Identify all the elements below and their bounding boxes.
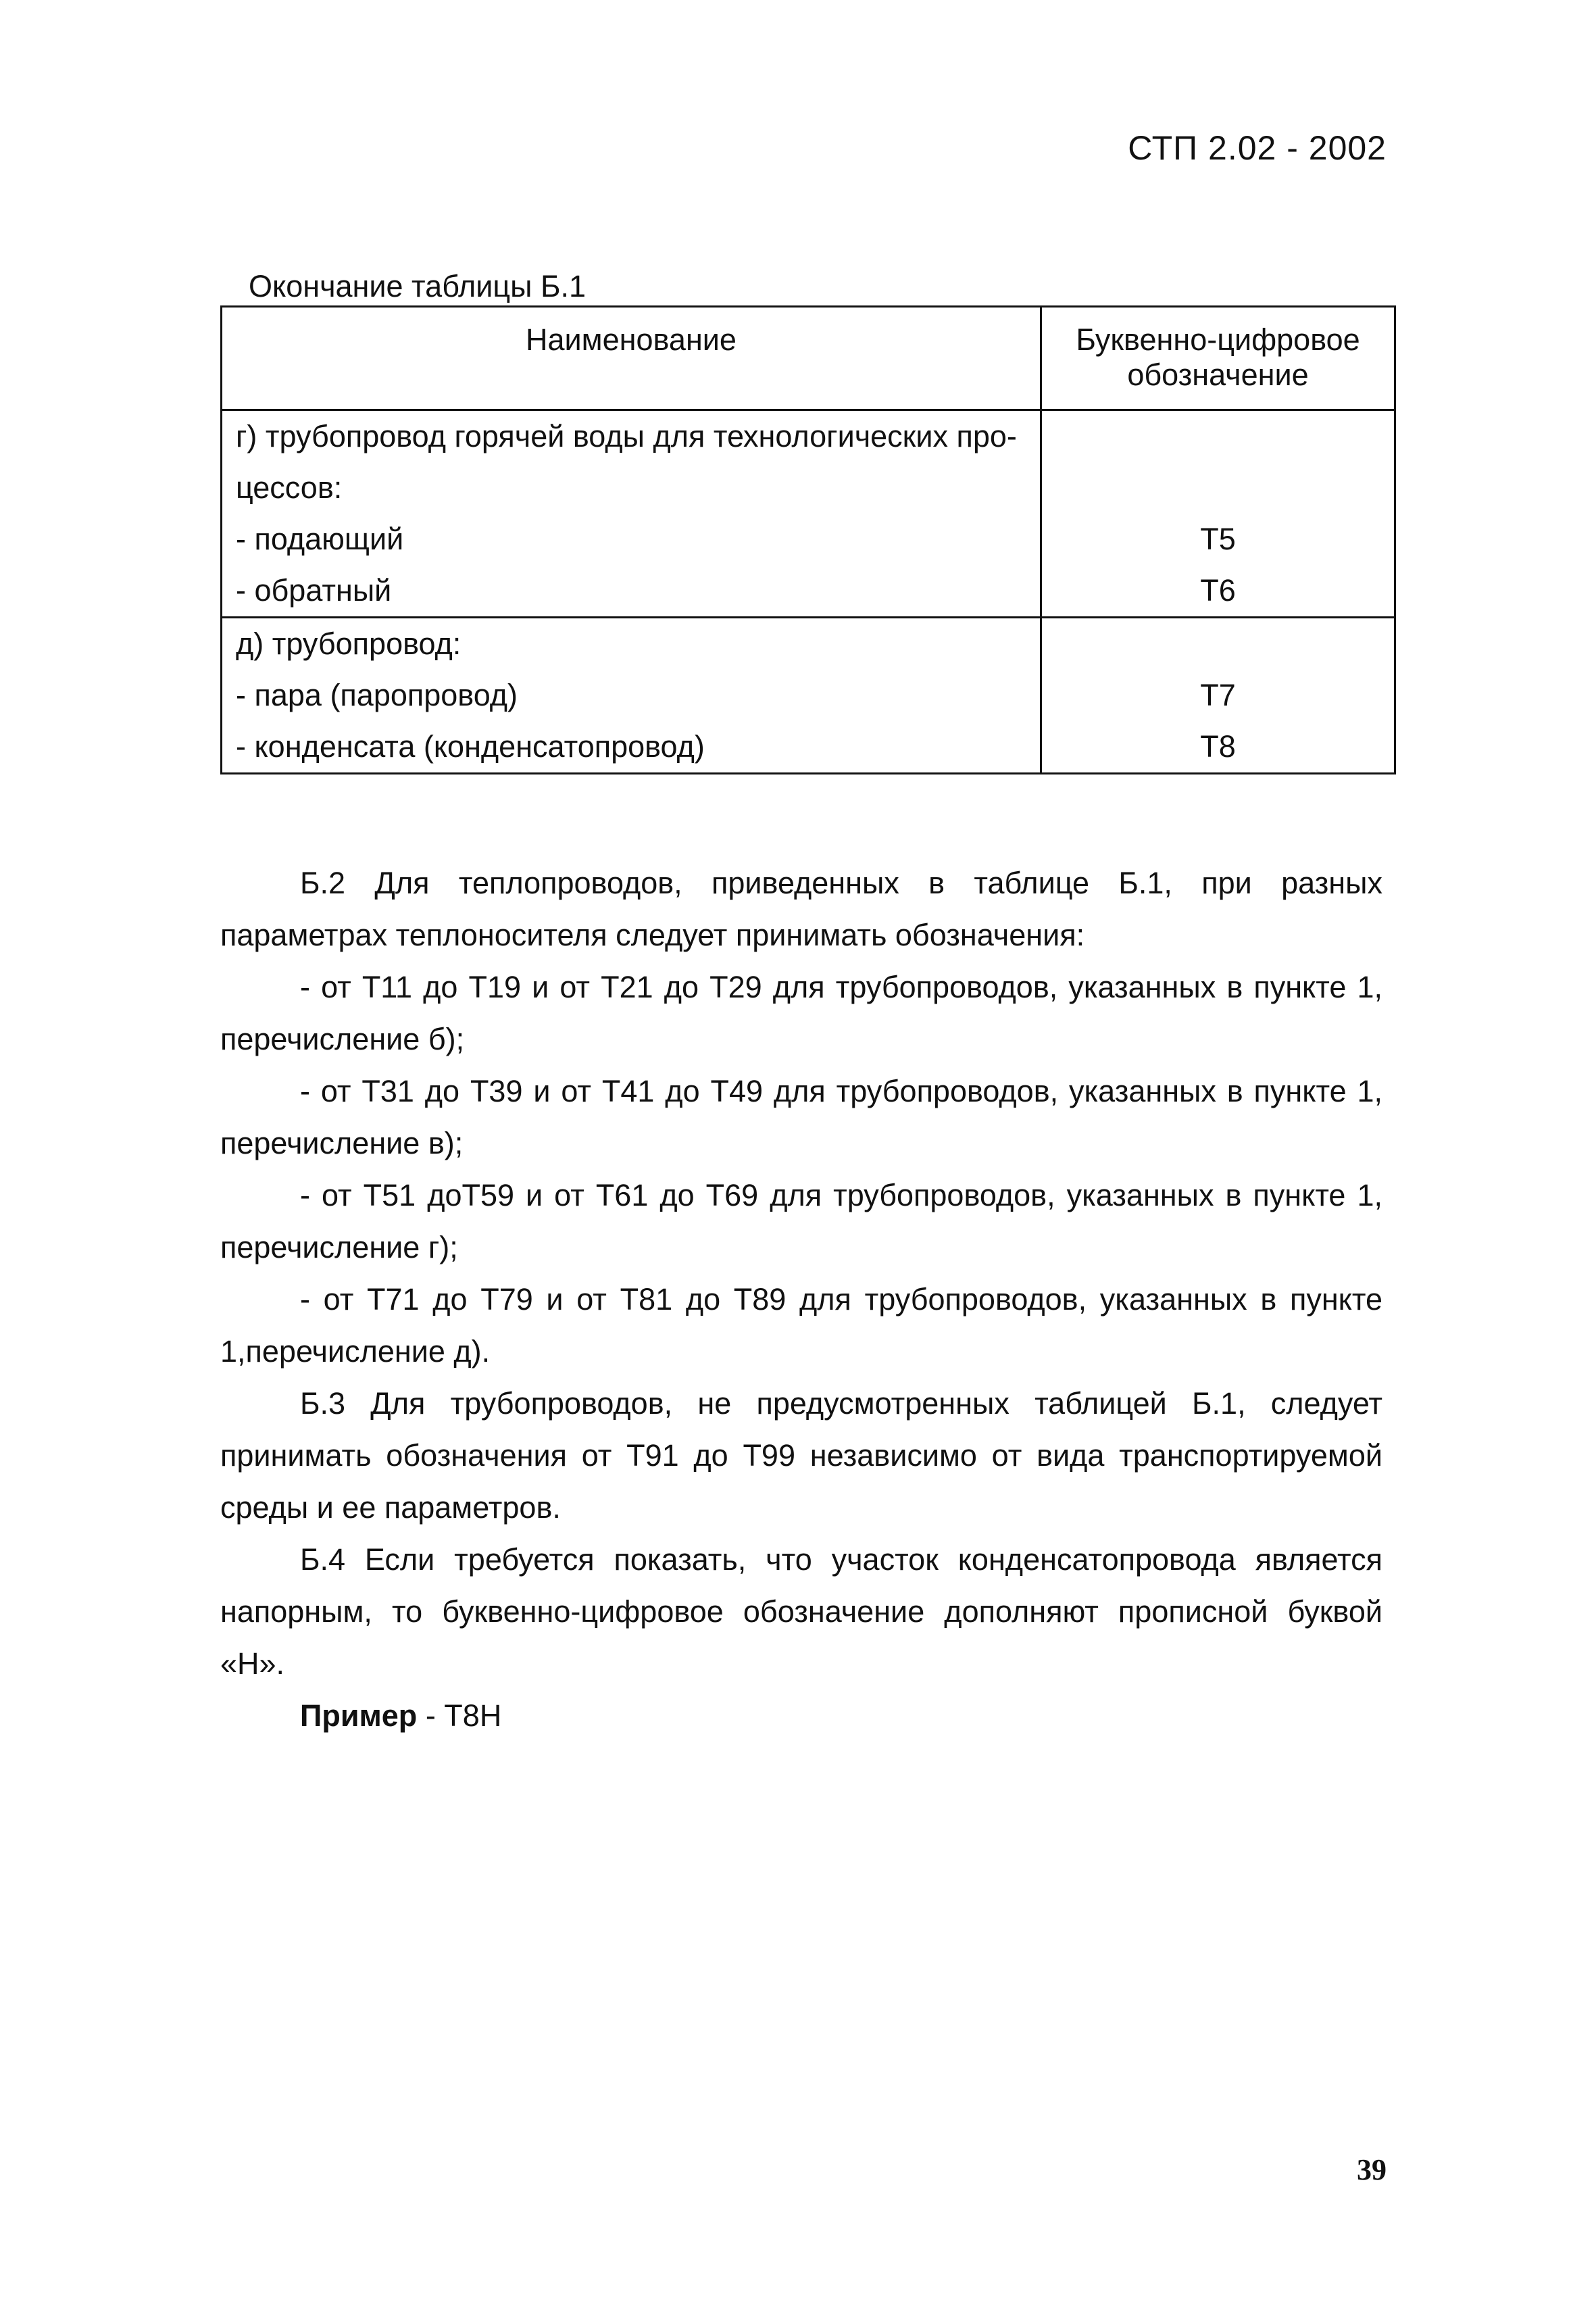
page-number: 39 [1357,2153,1387,2186]
code-line: Т6 [1200,573,1236,608]
code-cell [1041,410,1395,618]
list-item-b2-3: - от Т51 доТ59 и от Т61 до Т69 для трубопроводов, указанных в пункте 1, перечисление г); [220,1178,1382,1264]
code-line: Т5 [1200,522,1236,556]
table-caption: Окончание таблицы Б.1 [249,269,587,303]
table-row [222,410,1395,618]
example-line [220,1690,1382,1742]
body-text [220,857,1382,1742]
name-line: г) трубопровод горячей воды для технологических про- [236,419,1017,453]
code-line: Т7 [1200,678,1236,712]
name-cell [222,618,1041,774]
paragraph-b3: Б.3 Для трубопроводов, не предусмотренных таблицей Б.1, следует принимать обозначения от Т91 до Т99 независимо от вида транспортируемой среды и ее параметров. [220,1386,1382,1525]
code-cell [1041,618,1395,774]
list-item-b2-1: - от Т11 до Т19 и от Т21 до Т29 для трубопроводов, указанных в пункте 1, перечисление б); [220,970,1382,1056]
example-value: - Т8Н [417,1698,502,1733]
name-cell [222,410,1041,618]
document-code: СТП 2.02 - 2002 [1128,129,1387,167]
code-line: Т8 [1200,729,1236,764]
name-line: - подающий [236,522,404,556]
column-header-designation: Буквенно-цифровое обозначение [1041,307,1395,410]
column-header-name: Наименование [222,307,1041,410]
name-line: д) трубопровод: [236,626,462,661]
example-label: Пример [300,1698,418,1733]
name-line: - обратный [236,573,392,608]
designation-table [220,305,1396,774]
name-line: - конденсата (конденсатопровод) [236,729,705,764]
paragraph-b4: Б.4 Если требуется показать, что участок конденсатопровода является напорным, то буквенно-цифровое обозначение дополняют прописной буквой «Н». [220,1542,1382,1681]
table-row [222,618,1395,774]
name-line: - пара (паропровод) [236,678,518,712]
table-header-row [222,307,1395,410]
code-line [1042,462,1394,514]
code-line [1042,618,1394,670]
list-item-b2-2: - от Т31 до Т39 и от Т41 до Т49 для трубопроводов, указанных в пункте 1, перечисление в); [220,1074,1382,1160]
code-line [1042,411,1394,462]
name-line: цессов: [236,470,343,505]
list-item-b2-4: - от Т71 до Т79 и от Т81 до Т89 для трубопроводов, указанных в пункте 1,перечисление д). [220,1282,1382,1369]
paragraph-b2-intro: Б.2 Для теплопроводов, приведенных в таблице Б.1, при разных параметрах теплоносителя следует принимать обозначения: [220,866,1382,952]
